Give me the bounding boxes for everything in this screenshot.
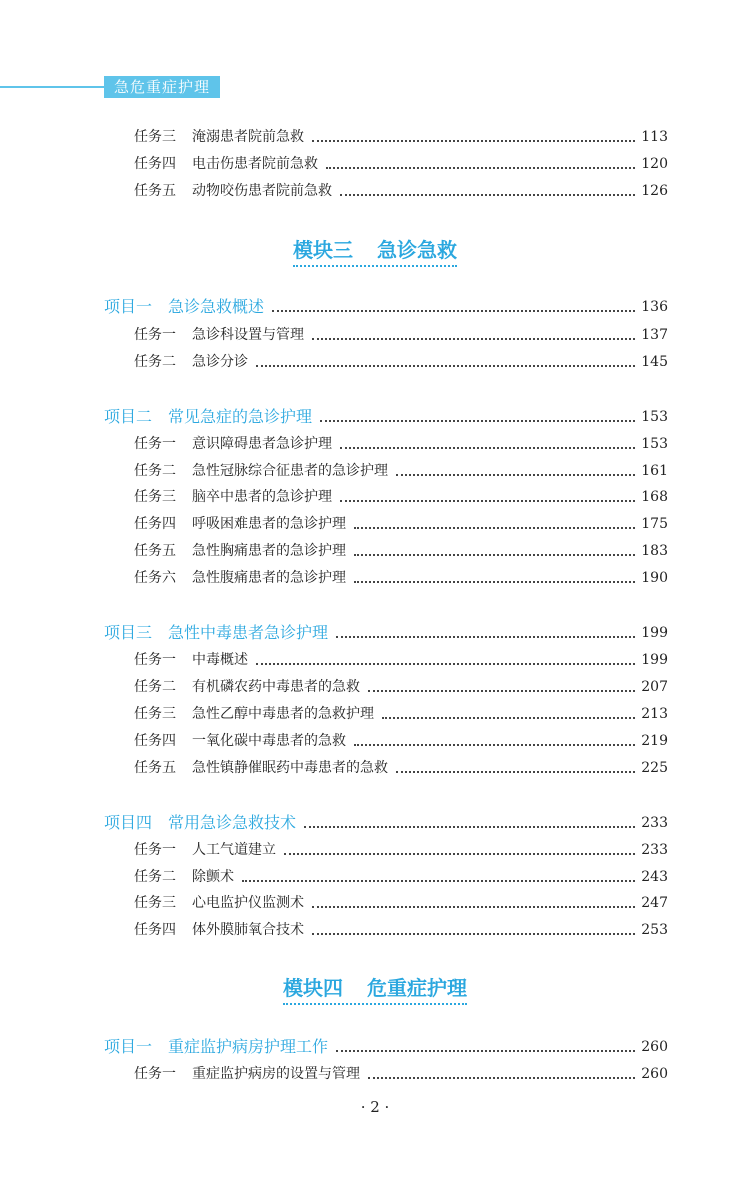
entry-title: 急性乙醇中毒患者的急救护理 [192, 706, 374, 722]
entry-number: 任务二 [134, 463, 176, 479]
leader-dots [368, 690, 635, 692]
toc-task-entry[interactable] [134, 482, 668, 506]
entry-title: 中毒概述 [192, 652, 248, 668]
toc-task-entry[interactable] [134, 509, 668, 533]
entry-page: 137 [641, 327, 668, 343]
entry-page: 260 [641, 1039, 668, 1055]
leader-dots [312, 933, 635, 935]
toc-task-entry[interactable] [134, 862, 668, 886]
entry-page: 175 [641, 516, 668, 532]
toc-task-entry[interactable] [134, 176, 668, 200]
entry-title: 常见急症的急诊护理 [168, 407, 313, 426]
book-title-tab: 急危重症护理 [104, 76, 220, 98]
toc-project-entry[interactable] [104, 292, 668, 316]
entry-page: 225 [641, 760, 668, 776]
entry-number: 项目一 [104, 297, 153, 316]
entry-title: 急诊急救概述 [168, 297, 265, 316]
toc-task-entry[interactable] [134, 429, 668, 453]
entry-title: 急性冠脉综合征患者的急诊护理 [192, 463, 388, 479]
entry-page: 233 [641, 815, 668, 831]
entry-title: 一氧化碳中毒患者的急救 [192, 733, 346, 749]
module-title: 急诊急救 [377, 238, 457, 262]
entry-page: 219 [641, 733, 668, 749]
entry-title: 人工气道建立 [192, 842, 276, 858]
entry-number: 任务一 [134, 327, 176, 343]
entry-title: 意识障碍患者急诊护理 [192, 436, 332, 452]
entry-number: 任务一 [134, 1066, 176, 1082]
toc-task-entry[interactable] [134, 347, 668, 371]
entry-page: 126 [641, 183, 668, 199]
toc-task-entry[interactable] [134, 456, 668, 480]
entry-title: 急诊分诊 [192, 354, 248, 370]
leader-dots [256, 663, 635, 665]
entry-number: 项目三 [104, 623, 153, 642]
toc-task-entry[interactable] [134, 645, 668, 669]
toc-project-entry[interactable] [104, 402, 668, 426]
entry-page: 213 [641, 706, 668, 722]
leader-dots [368, 1077, 635, 1079]
entry-page: 161 [641, 463, 668, 479]
leader-dots [354, 527, 635, 529]
entry-number: 任务二 [134, 354, 176, 370]
entry-title: 急性腹痛患者的急诊护理 [192, 570, 346, 586]
entry-number: 任务四 [134, 922, 176, 938]
entry-number: 任务六 [134, 570, 176, 586]
leader-dots [326, 167, 635, 169]
entry-page: 153 [641, 409, 668, 425]
leader-dots [354, 554, 635, 556]
entry-page: 120 [641, 156, 668, 172]
leader-dots [320, 420, 635, 422]
leader-dots [354, 744, 635, 746]
module-heading-3 [0, 234, 750, 267]
entry-page: 243 [641, 869, 668, 885]
toc-task-entry[interactable] [134, 563, 668, 587]
entry-title: 急性中毒患者急诊护理 [168, 623, 329, 642]
entry-title: 淹溺患者院前急救 [192, 129, 304, 145]
leader-dots [340, 194, 635, 196]
leader-dots [396, 771, 635, 773]
entry-page: 145 [641, 354, 668, 370]
entry-number: 任务三 [134, 489, 176, 505]
leader-dots [340, 447, 635, 449]
entry-page: 253 [641, 922, 668, 938]
module-heading-4 [0, 972, 750, 1005]
entry-title: 急性胸痛患者的急诊护理 [192, 543, 346, 559]
entry-page: 113 [641, 129, 668, 145]
toc-task-entry[interactable] [134, 1059, 668, 1083]
leader-dots [382, 717, 635, 719]
toc-task-entry[interactable] [134, 726, 668, 750]
entry-page: 168 [641, 489, 668, 505]
entry-title: 重症监护病房护理工作 [168, 1037, 329, 1056]
entry-number: 任务三 [134, 706, 176, 722]
entry-page: 199 [641, 652, 668, 668]
entry-title: 体外膜肺氧合技术 [192, 922, 304, 938]
entry-title: 常用急诊急救技术 [168, 813, 297, 832]
module-title: 危重症护理 [367, 976, 467, 1000]
toc-task-entry[interactable] [134, 835, 668, 859]
entry-page: 136 [641, 299, 668, 315]
toc-task-entry[interactable] [134, 672, 668, 696]
entry-title: 除颤术 [192, 869, 234, 885]
entry-number: 项目二 [104, 407, 153, 426]
entry-number: 任务五 [134, 760, 176, 776]
toc-task-entry[interactable] [134, 320, 668, 344]
leader-dots [340, 500, 635, 502]
entry-number: 任务四 [134, 733, 176, 749]
entry-number: 项目一 [104, 1037, 153, 1056]
entry-page: 207 [641, 679, 668, 695]
entry-title: 脑卒中患者的急诊护理 [192, 489, 332, 505]
entry-title: 呼吸困难患者的急诊护理 [192, 516, 346, 532]
entry-number: 任务二 [134, 869, 176, 885]
toc-task-entry[interactable] [134, 699, 668, 723]
entry-page: 233 [641, 842, 668, 858]
entry-page: 183 [641, 543, 668, 559]
entry-page: 153 [641, 436, 668, 452]
entry-title: 重症监护病房的设置与管理 [192, 1066, 360, 1082]
entry-title: 急性镇静催眠药中毒患者的急救 [192, 760, 388, 776]
entry-title: 有机磷农药中毒患者的急救 [192, 679, 360, 695]
toc-task-entry[interactable] [134, 536, 668, 560]
leader-dots [336, 1050, 635, 1052]
entry-title: 心电监护仪监测术 [192, 895, 304, 911]
entry-title: 急诊科设置与管理 [192, 327, 304, 343]
toc-project-entry[interactable] [104, 808, 668, 832]
entry-number: 任务四 [134, 156, 176, 172]
leader-dots [336, 636, 635, 638]
entry-number: 任务五 [134, 183, 176, 199]
module-prefix: 模块四 [283, 976, 343, 1000]
entry-number: 任务三 [134, 895, 176, 911]
header-rule [0, 86, 104, 88]
entry-title: 动物咬伤患者院前急救 [192, 183, 332, 199]
leader-dots [312, 338, 635, 340]
toc-task-entry[interactable] [134, 915, 668, 939]
entry-page: 190 [641, 570, 668, 586]
leader-dots [312, 906, 635, 908]
entry-number: 任务二 [134, 679, 176, 695]
leader-dots [354, 581, 635, 583]
toc-project-entry[interactable] [104, 1032, 668, 1056]
entry-number: 任务五 [134, 543, 176, 559]
toc-task-entry[interactable] [134, 753, 668, 777]
page-number: · 2 · [360, 1098, 390, 1116]
toc-task-entry[interactable] [134, 122, 668, 146]
entry-page: 199 [641, 625, 668, 641]
entry-number: 任务三 [134, 129, 176, 145]
module-prefix: 模块三 [293, 238, 353, 262]
leader-dots [256, 365, 635, 367]
entry-number: 任务四 [134, 516, 176, 532]
leader-dots [304, 826, 635, 828]
leader-dots [272, 310, 635, 312]
entry-number: 任务一 [134, 652, 176, 668]
leader-dots [312, 140, 635, 142]
leader-dots [242, 880, 635, 882]
toc-task-entry[interactable] [134, 888, 668, 912]
entry-number: 任务一 [134, 436, 176, 452]
entry-title: 电击伤患者院前急救 [192, 156, 318, 172]
entry-number: 任务一 [134, 842, 176, 858]
leader-dots [284, 853, 635, 855]
toc-task-entry[interactable] [134, 149, 668, 173]
toc-project-entry[interactable] [104, 618, 668, 642]
leader-dots [396, 474, 635, 476]
entry-page: 247 [641, 895, 668, 911]
entry-number: 项目四 [104, 813, 153, 832]
entry-page: 260 [641, 1066, 668, 1082]
